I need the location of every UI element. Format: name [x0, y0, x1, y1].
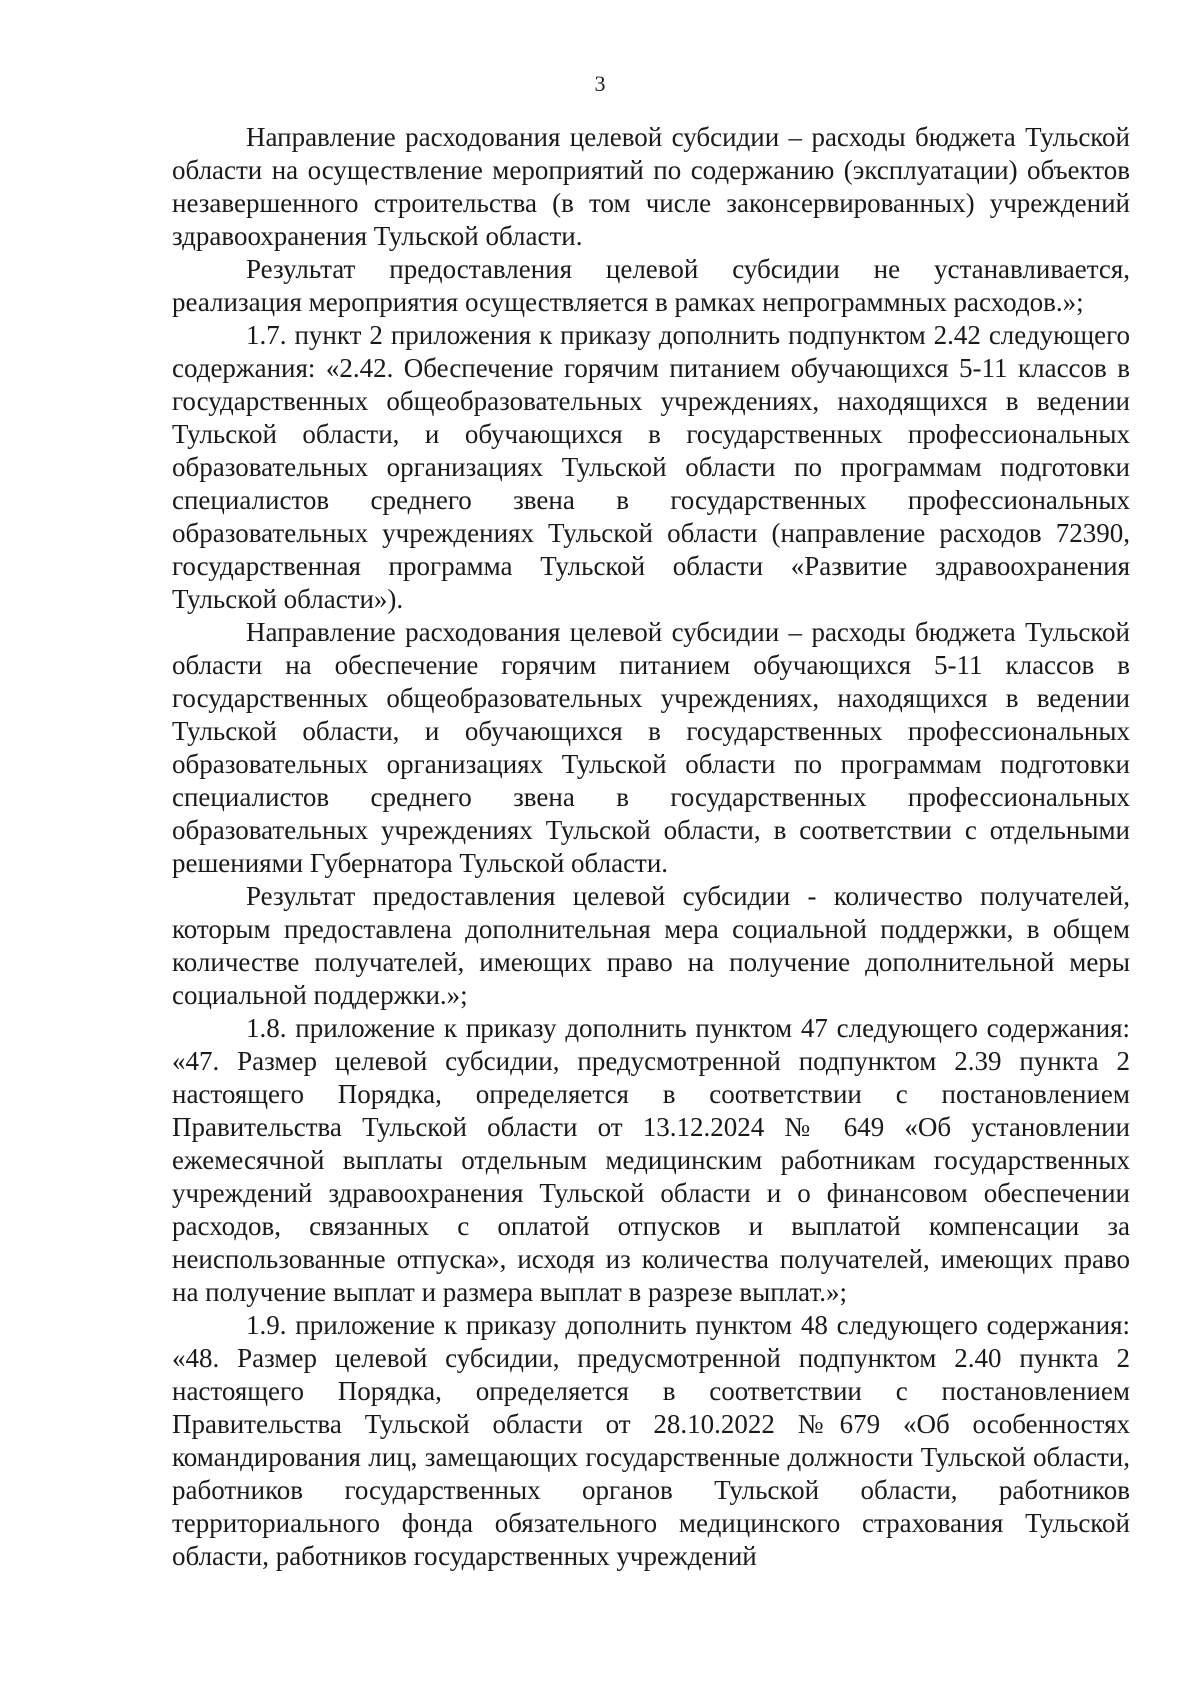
paragraph: Результат предоставления целевой субсидии не устанавливается, реализация мероприятия осуществляется в рамках непрограммных расходов.»;	[172, 254, 1130, 317]
paragraph: Направление расходования целевой субсидии – расходы бюджета Тульской области на обеспечение горячим питанием обучающихся 5-11 классов в государственных общеобразовательных учреждениях, находящихся в ведении Тульской области, и обучающихся в государственных профессиональных образовательных организациях Тульской области по программам подготовки специалистов среднего звена в государственных профессиональных образовательных учреждениях Тульской области, в соответствии с отдельными решениями Губернатора Тульской области.	[172, 617, 1130, 878]
document-body	[172, 121, 1130, 1573]
page-number: 3	[594, 71, 606, 96]
paragraph: Направление расходования целевой субсидии – расходы бюджета Тульской области на осуществление мероприятий по содержанию (эксплуатации) объектов незавершенного строительства (в том числе законсервированных) учреждений здравоохранения Тульской области.	[172, 122, 1130, 251]
paragraph: 1.9. приложение к приказу дополнить пунктом 48 следующего содержания: «48. Размер целевой субсидии, предусмотренной подпунктом 2.40 пункта 2 настоящего Порядка, определяется в соответствии с постановлением Правительства Тульской области от 28.10.2022 №679 «Об особенностях командирования лиц, замещающих государственные должности Тульской области, работников государственных органов Тульской области, работников территориального фонда обязательного медицинского страхования Тульской области, работников государственных учреждений	[172, 1310, 1130, 1571]
paragraph: 1.8. приложение к приказу дополнить пунктом 47 следующего содержания: «47. Размер целевой субсидии, предусмотренной подпунктом 2.39 пункта 2 настоящего Порядка, определяется в соответствии с постановлением Правительства Тульской области от 13.12.2024 № 649 «Об установлении ежемесячной выплаты отдельным медицинским работникам государственных учреждений здравоохранения Тульской области и о финансовом обеспечении расходов, связанных с оплатой отпусков и выплатой компенсации за неиспользованные отпуска», исходя из количества получателей, имеющих право на получение выплат и размера выплат в разрезе выплат.»;	[172, 1013, 1130, 1307]
paragraph: 1.7. пункт 2 приложения к приказу дополнить подпунктом 2.42 следующего содержания: «2.42. Обеспечение горячим питанием обучающихся 5-11 классов в государственных общеобразовательных учреждениях, находящихся в ведении Тульской области, и обучающихся в государственных профессиональных образовательных организациях Тульской области по программам подготовки специалистов среднего звена в государственных профессиональных образовательных учреждениях Тульской области (направление расходов 72390, государственная программа Тульской области «Развитие здравоохранения Тульской области»).	[172, 320, 1130, 614]
paragraph: Результат предоставления целевой субсидии - количество получателей, которым предоставлена дополнительная мера социальной поддержки, в общем количестве получателей, имеющих право на получение дополнительной меры социальной поддержки.»;	[172, 881, 1130, 1010]
